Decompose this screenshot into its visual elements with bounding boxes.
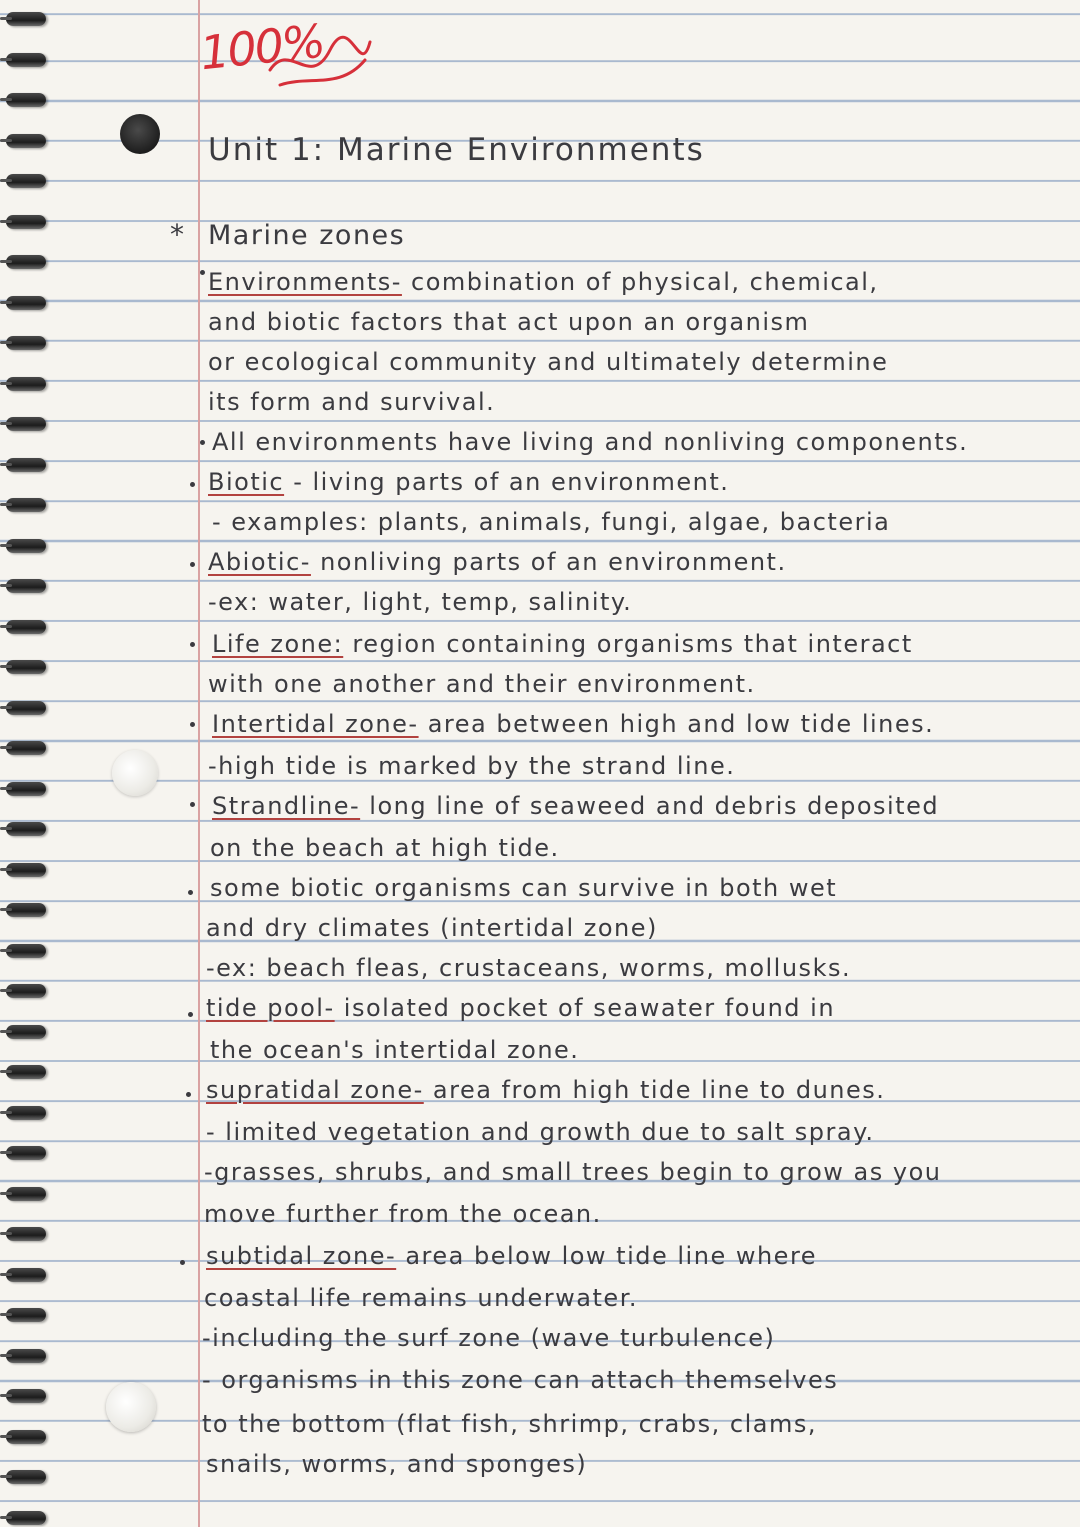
section-heading: Marine zones <box>208 220 406 251</box>
note-line: move further from the ocean. <box>204 1200 602 1228</box>
spiral-coil <box>6 1106 46 1120</box>
punch-hole <box>106 1382 156 1432</box>
note-line <box>212 792 939 820</box>
note-line: the ocean's intertidal zone. <box>210 1036 580 1064</box>
spiral-coil <box>6 53 46 67</box>
bullet-dot <box>190 562 195 567</box>
spiral-coil <box>6 296 46 310</box>
bullet-dot <box>188 1012 193 1017</box>
note-line: -ex: beach fleas, crustaceans, worms, mollusks. <box>206 954 852 982</box>
note-line <box>208 468 729 496</box>
spiral-coil <box>6 1308 46 1322</box>
note-definition: region containing organisms that interact <box>343 630 913 658</box>
spiral-coil <box>6 579 46 593</box>
note-line: on the beach at high tide. <box>210 834 560 862</box>
note-line: some biotic organisms can survive in both wet <box>210 874 838 902</box>
note-term: Life zone: <box>212 630 344 658</box>
note-line <box>206 1076 885 1104</box>
bullet-dot <box>180 1260 185 1265</box>
margin-line <box>198 0 200 1527</box>
spiral-coil <box>6 174 46 188</box>
note-line: and biotic factors that act upon an organism <box>208 308 810 336</box>
note-line: - limited vegetation and growth due to salt spray. <box>206 1118 875 1146</box>
spiral-coil <box>6 1146 46 1160</box>
note-line <box>206 994 835 1022</box>
spiral-coil <box>6 1065 46 1079</box>
spiral-coil <box>6 12 46 26</box>
note-line <box>208 268 879 296</box>
spiral-coil <box>6 215 46 229</box>
spiral-coil <box>6 539 46 553</box>
spiral-binding <box>0 0 60 1527</box>
note-line: or ecological community and ultimately determine <box>208 348 889 376</box>
note-line <box>212 710 934 738</box>
note-term: supratidal zone- <box>206 1076 424 1104</box>
grade-mark: 100% <box>197 13 326 81</box>
note-term: Environments- <box>208 268 402 296</box>
note-definition: nonliving parts of an environment. <box>310 548 787 576</box>
spiral-coil <box>6 1349 46 1363</box>
spiral-coil <box>6 377 46 391</box>
bullet-dot <box>190 482 195 487</box>
note-term: Biotic <box>208 468 285 496</box>
note-line: to the bottom (flat fish, shrimp, crabs, clams, <box>202 1410 817 1438</box>
spiral-coil <box>6 822 46 836</box>
note-definition: area below low tide line where <box>396 1242 818 1270</box>
bullet-dot <box>190 802 195 807</box>
spiral-coil <box>6 1511 46 1525</box>
note-definition: area from high tide line to dunes. <box>423 1076 886 1104</box>
note-line: with one another and their environment. <box>208 670 756 698</box>
note-line: - organisms in this zone can attach themselves <box>202 1366 839 1394</box>
note-line: -including the surf zone (wave turbulence) <box>202 1324 776 1352</box>
bullet-dot <box>200 270 205 275</box>
spiral-coil <box>6 1227 46 1241</box>
spiral-coil <box>6 620 46 634</box>
note-line: its form and survival. <box>208 388 496 416</box>
bullet-dot <box>190 722 195 727</box>
note-line: -ex: water, light, temp, salinity. <box>208 588 633 616</box>
spiral-coil <box>6 417 46 431</box>
initials-scribble-icon <box>260 30 380 100</box>
spiral-coil <box>6 984 46 998</box>
note-line: - examples: plants, animals, fungi, algae, bacteria <box>212 508 891 536</box>
spiral-coil <box>6 93 46 107</box>
note-definition: combination of physical, chemical, <box>401 268 879 296</box>
spiral-coil <box>6 1187 46 1201</box>
bullet-dot <box>190 642 195 647</box>
punch-hole <box>112 750 158 796</box>
note-line: -grasses, shrubs, and small trees begin to grow as you <box>204 1158 942 1186</box>
spiral-coil <box>6 1025 46 1039</box>
note-definition: long line of seaweed and debris deposited <box>360 792 940 820</box>
spiral-coil <box>6 255 46 269</box>
spiral-coil <box>6 701 46 715</box>
note-definition: area between high and low tide lines. <box>418 710 935 738</box>
note-line <box>208 548 787 576</box>
note-line: All environments have living and nonliving components. <box>212 428 969 456</box>
spiral-coil <box>6 1430 46 1444</box>
spiral-coil <box>6 458 46 472</box>
note-line <box>212 630 913 658</box>
spiral-coil <box>6 782 46 796</box>
note-term: Strandline- <box>212 792 361 820</box>
bullet-dot <box>188 890 193 895</box>
note-term: Intertidal zone- <box>212 710 419 738</box>
bullet-dot <box>200 440 205 445</box>
spiral-coil <box>6 903 46 917</box>
note-line <box>206 1242 817 1270</box>
spiral-coil <box>6 336 46 350</box>
note-term: tide pool- <box>206 994 335 1022</box>
note-definition: - living parts of an environment. <box>284 468 730 496</box>
spiral-coil <box>6 1470 46 1484</box>
note-line: snails, worms, and sponges) <box>206 1450 588 1478</box>
page-title: Unit 1: Marine Environments <box>208 132 705 168</box>
spiral-coil <box>6 944 46 958</box>
bullet-dot <box>186 1092 191 1097</box>
section-marker: * <box>170 218 186 251</box>
punch-hole <box>120 114 160 154</box>
spiral-coil <box>6 660 46 674</box>
note-term: Abiotic- <box>208 548 311 576</box>
note-definition: isolated pocket of seawater found in <box>334 994 836 1022</box>
spiral-coil <box>6 863 46 877</box>
spiral-coil <box>6 1389 46 1403</box>
spiral-coil <box>6 498 46 512</box>
note-line: and dry climates (intertidal zone) <box>206 914 658 942</box>
spiral-coil <box>6 1268 46 1282</box>
note-line: -high tide is marked by the strand line. <box>208 752 736 780</box>
spiral-coil <box>6 741 46 755</box>
note-line: coastal life remains underwater. <box>204 1284 638 1312</box>
note-term: subtidal zone- <box>206 1242 397 1270</box>
spiral-coil <box>6 134 46 148</box>
